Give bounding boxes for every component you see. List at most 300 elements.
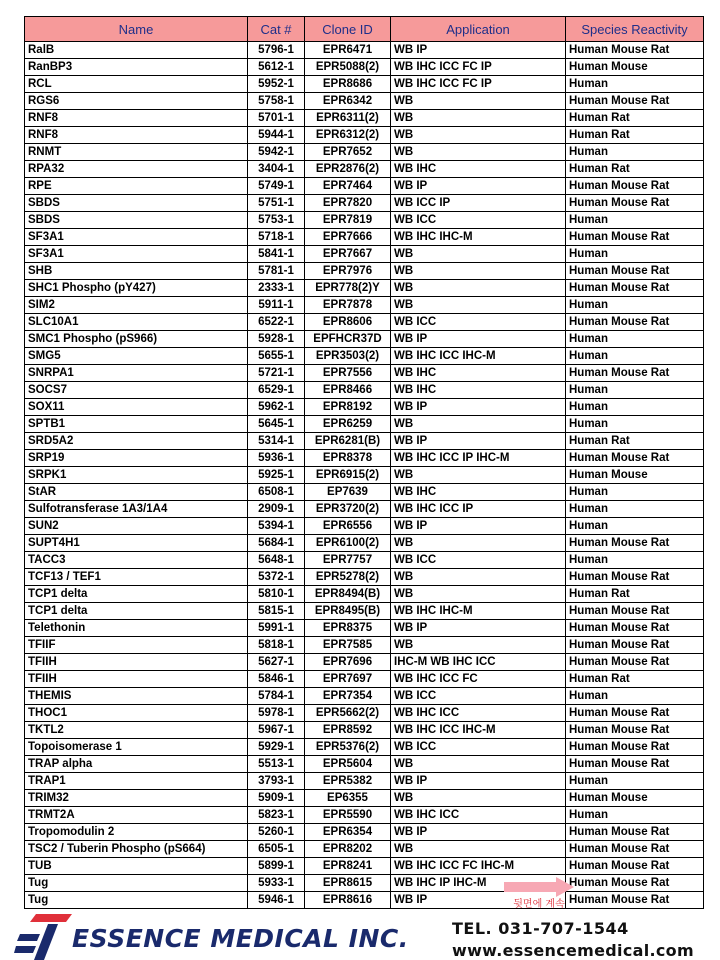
cell-application: WB [391, 841, 566, 858]
cell-species: Human Mouse Rat [566, 637, 704, 654]
right-arrow-icon [502, 877, 576, 897]
cell-cat: 5933-1 [248, 875, 305, 892]
cell-application: WB IHC IHC-M [391, 229, 566, 246]
cell-name: TRAP alpha [25, 756, 248, 773]
table-row [25, 42, 704, 59]
cell-name: SF3A1 [25, 229, 248, 246]
table-row [25, 552, 704, 569]
cell-application: WB IHC IHC-M [391, 603, 566, 620]
table-body [25, 42, 704, 909]
cell-clone-id: EPR8375 [305, 620, 391, 637]
cell-species: Human Mouse [566, 467, 704, 484]
cell-cat: 5645-1 [248, 416, 305, 433]
cell-clone-id: EPR6354 [305, 824, 391, 841]
cell-name: SNRPA1 [25, 365, 248, 382]
cell-name: TFIIF [25, 637, 248, 654]
cell-cat: 5928-1 [248, 331, 305, 348]
cell-cat: 5612-1 [248, 59, 305, 76]
cell-name: TRAP1 [25, 773, 248, 790]
cell-cat: 5942-1 [248, 144, 305, 161]
cell-clone-id: EPR6342 [305, 93, 391, 110]
cell-species: Human [566, 688, 704, 705]
table-row [25, 263, 704, 280]
table-row [25, 144, 704, 161]
cell-application: WB IP [391, 331, 566, 348]
cell-name: TRMT2A [25, 807, 248, 824]
cell-name: RCL [25, 76, 248, 93]
cell-name: RPE [25, 178, 248, 195]
cell-application: WB [391, 586, 566, 603]
cell-cat: 5818-1 [248, 637, 305, 654]
cell-cat: 2333-1 [248, 280, 305, 297]
cell-name: TFIIH [25, 671, 248, 688]
cell-species: Human Mouse Rat [566, 739, 704, 756]
cell-clone-id: EPR5604 [305, 756, 391, 773]
cell-species: Human Rat [566, 110, 704, 127]
cell-cat: 5513-1 [248, 756, 305, 773]
cell-cat: 5929-1 [248, 739, 305, 756]
cell-application: WB ICC [391, 552, 566, 569]
table-header-row [25, 17, 704, 42]
telephone: TEL. 031-707-1544 [452, 919, 629, 938]
cell-cat: 5749-1 [248, 178, 305, 195]
cell-application: WB ICC [391, 739, 566, 756]
cell-name: Topoisomerase 1 [25, 739, 248, 756]
table-row [25, 399, 704, 416]
cell-cat: 6508-1 [248, 484, 305, 501]
continued-label: 뒷면에 계속 [513, 899, 565, 910]
cell-species: Human [566, 773, 704, 790]
company-name: ESSENCE MEDICAL INC. [72, 924, 409, 953]
table-row [25, 654, 704, 671]
cell-species: Human Mouse Rat [566, 841, 704, 858]
cell-name: SRD5A2 [25, 433, 248, 450]
cell-application: WB IP [391, 620, 566, 637]
column-header-cat: Cat # [248, 17, 305, 42]
cell-name: TKTL2 [25, 722, 248, 739]
cell-cat: 5899-1 [248, 858, 305, 875]
cell-clone-id: EPR6471 [305, 42, 391, 59]
cell-application: WB IP [391, 518, 566, 535]
cell-name: TACC3 [25, 552, 248, 569]
antibody-table [24, 16, 704, 909]
column-header-clone-id: Clone ID [305, 17, 391, 42]
cell-clone-id: EPR7667 [305, 246, 391, 263]
cell-clone-id: EPR5382 [305, 773, 391, 790]
cell-name: SMG5 [25, 348, 248, 365]
cell-clone-id: EPR7556 [305, 365, 391, 382]
cell-application: WB IHC ICC IHC-M [391, 722, 566, 739]
cell-clone-id: EPR8241 [305, 858, 391, 875]
cell-application: WB [391, 416, 566, 433]
cell-clone-id: EPR7666 [305, 229, 391, 246]
cell-cat: 6522-1 [248, 314, 305, 331]
cell-cat: 2909-1 [248, 501, 305, 518]
cell-clone-id: EPR7464 [305, 178, 391, 195]
cell-cat: 5684-1 [248, 535, 305, 552]
table-row [25, 76, 704, 93]
cell-name: Telethonin [25, 620, 248, 637]
cell-clone-id: EPR8466 [305, 382, 391, 399]
cell-clone-id: EPR8615 [305, 875, 391, 892]
cell-species: Human Rat [566, 433, 704, 450]
cell-species: Human Mouse Rat [566, 229, 704, 246]
table-row [25, 178, 704, 195]
cell-clone-id: EPR5376(2) [305, 739, 391, 756]
cell-cat: 5911-1 [248, 297, 305, 314]
cell-species: Human [566, 501, 704, 518]
table-row [25, 450, 704, 467]
cell-clone-id: EPR6915(2) [305, 467, 391, 484]
cell-clone-id: EPR8616 [305, 892, 391, 909]
cell-cat: 5936-1 [248, 450, 305, 467]
cell-clone-id: EPR778(2)Y [305, 280, 391, 297]
cell-application: WB IHC ICC [391, 807, 566, 824]
cell-name: SBDS [25, 195, 248, 212]
cell-clone-id: EPR6259 [305, 416, 391, 433]
cell-name: SF3A1 [25, 246, 248, 263]
cell-cat: 5925-1 [248, 467, 305, 484]
cell-species: Human [566, 399, 704, 416]
cell-application: WB IHC [391, 365, 566, 382]
table-row [25, 637, 704, 654]
cell-application: WB IP [391, 773, 566, 790]
table-row [25, 280, 704, 297]
cell-species: Human [566, 297, 704, 314]
website: www.essencemedical.com [452, 941, 694, 960]
table-row [25, 739, 704, 756]
table-row [25, 807, 704, 824]
cell-cat: 5784-1 [248, 688, 305, 705]
table-row [25, 433, 704, 450]
cell-application: WB IHC ICC IHC-M [391, 348, 566, 365]
cell-species: Human Mouse Rat [566, 314, 704, 331]
cell-species: Human Mouse Rat [566, 875, 704, 892]
table-row [25, 535, 704, 552]
cell-cat: 3404-1 [248, 161, 305, 178]
cell-species: Human Mouse Rat [566, 535, 704, 552]
cell-clone-id: EPR6556 [305, 518, 391, 535]
cell-application: WB [391, 280, 566, 297]
cell-species: Human Rat [566, 127, 704, 144]
cell-cat: 5909-1 [248, 790, 305, 807]
cell-cat: 5751-1 [248, 195, 305, 212]
cell-application: WB [391, 110, 566, 127]
table-row [25, 518, 704, 535]
cell-cat: 6505-1 [248, 841, 305, 858]
cell-species: Human Mouse Rat [566, 824, 704, 841]
cell-cat: 5701-1 [248, 110, 305, 127]
cell-application: WB IHC [391, 161, 566, 178]
cell-application: WB [391, 263, 566, 280]
cell-clone-id: EPR6312(2) [305, 127, 391, 144]
cell-name: TSC2 / Tuberin Phospho (pS664) [25, 841, 248, 858]
table-row [25, 365, 704, 382]
cell-name: RNF8 [25, 110, 248, 127]
cell-clone-id: EPR8495(B) [305, 603, 391, 620]
table-row [25, 93, 704, 110]
cell-clone-id: EPR7819 [305, 212, 391, 229]
cell-name: TRIM32 [25, 790, 248, 807]
cell-cat: 5962-1 [248, 399, 305, 416]
cell-cat: 5823-1 [248, 807, 305, 824]
cell-clone-id: EPR6100(2) [305, 535, 391, 552]
cell-name: SRP19 [25, 450, 248, 467]
cell-clone-id: EP7639 [305, 484, 391, 501]
cell-clone-id: EPR5590 [305, 807, 391, 824]
cell-name: SUPT4H1 [25, 535, 248, 552]
cell-application: WB ICC [391, 212, 566, 229]
table-row [25, 773, 704, 790]
cell-species: Human Mouse Rat [566, 722, 704, 739]
cell-clone-id: EPR8378 [305, 450, 391, 467]
cell-application: WB IHC ICC IP IHC-M [391, 450, 566, 467]
column-header-species-reactivity: Species Reactivity [566, 17, 704, 42]
cell-application: WB IHC ICC FC IP [391, 76, 566, 93]
cell-species: Human [566, 484, 704, 501]
table-row [25, 348, 704, 365]
table-row [25, 892, 704, 909]
cell-name: Sulfotransferase 1A3/1A4 [25, 501, 248, 518]
cell-name: TUB [25, 858, 248, 875]
cell-name: RanBP3 [25, 59, 248, 76]
cell-clone-id: EPR8192 [305, 399, 391, 416]
cell-cat: 5648-1 [248, 552, 305, 569]
cell-cat: 5758-1 [248, 93, 305, 110]
table-row [25, 501, 704, 518]
cell-application: WB [391, 756, 566, 773]
table-row [25, 705, 704, 722]
table-row [25, 229, 704, 246]
cell-cat: 5627-1 [248, 654, 305, 671]
cell-name: SRPK1 [25, 467, 248, 484]
cell-species: Human [566, 518, 704, 535]
cell-name: RNMT [25, 144, 248, 161]
cell-name: RNF8 [25, 127, 248, 144]
cell-species: Human Rat [566, 586, 704, 603]
cell-species: Human Mouse Rat [566, 93, 704, 110]
cell-clone-id: EPR7696 [305, 654, 391, 671]
cell-clone-id: EPR8592 [305, 722, 391, 739]
table-row [25, 246, 704, 263]
cell-application: WB IHC [391, 484, 566, 501]
cell-application: WB IHC ICC FC [391, 671, 566, 688]
table-row [25, 297, 704, 314]
cell-clone-id: EPR3720(2) [305, 501, 391, 518]
cell-species: Human Mouse Rat [566, 858, 704, 875]
cell-clone-id: EPR7354 [305, 688, 391, 705]
cell-name: Tug [25, 892, 248, 909]
cell-clone-id: EPR8202 [305, 841, 391, 858]
cell-name: SMC1 Phospho (pS966) [25, 331, 248, 348]
company-logo-icon [14, 914, 72, 960]
table-row [25, 620, 704, 637]
cell-species: Human Mouse [566, 790, 704, 807]
table-row [25, 722, 704, 739]
cell-species: Human Mouse Rat [566, 450, 704, 467]
table-row [25, 688, 704, 705]
cell-name: TFIIH [25, 654, 248, 671]
cell-cat: 5796-1 [248, 42, 305, 59]
cell-cat: 5841-1 [248, 246, 305, 263]
cell-species: Human Mouse Rat [566, 620, 704, 637]
table-row [25, 858, 704, 875]
cell-clone-id: EPR7820 [305, 195, 391, 212]
cell-name: SIM2 [25, 297, 248, 314]
cell-name: TCP1 delta [25, 603, 248, 620]
cell-species: Human [566, 552, 704, 569]
cell-clone-id: EPFHCR37D [305, 331, 391, 348]
cell-clone-id: EPR7878 [305, 297, 391, 314]
table-row [25, 824, 704, 841]
cell-clone-id: EPR7697 [305, 671, 391, 688]
cell-application: WB [391, 127, 566, 144]
cell-clone-id: EPR8686 [305, 76, 391, 93]
cell-species: Human Mouse Rat [566, 756, 704, 773]
cell-name: RPA32 [25, 161, 248, 178]
cell-application: WB IHC ICC FC IHC-M [391, 858, 566, 875]
table-row [25, 161, 704, 178]
cell-cat: 5718-1 [248, 229, 305, 246]
table-row [25, 603, 704, 620]
cell-clone-id: EPR5662(2) [305, 705, 391, 722]
cell-cat: 5721-1 [248, 365, 305, 382]
cell-cat: 5978-1 [248, 705, 305, 722]
table-row [25, 416, 704, 433]
cell-species: Human [566, 348, 704, 365]
cell-name: SLC10A1 [25, 314, 248, 331]
table-row [25, 382, 704, 399]
cell-name: Tropomodulin 2 [25, 824, 248, 841]
cell-application: WB IP [391, 433, 566, 450]
cell-application: WB ICC [391, 688, 566, 705]
table-row [25, 314, 704, 331]
table-row [25, 484, 704, 501]
cell-application: WB IHC ICC FC IP [391, 59, 566, 76]
cell-application: WB IHC ICC [391, 705, 566, 722]
table-row [25, 586, 704, 603]
cell-species: Human Mouse Rat [566, 280, 704, 297]
cell-application: WB [391, 535, 566, 552]
cell-clone-id: EP6355 [305, 790, 391, 807]
cell-name: StAR [25, 484, 248, 501]
cell-species: Human [566, 144, 704, 161]
cell-application: WB IP [391, 42, 566, 59]
cell-name: SUN2 [25, 518, 248, 535]
cell-clone-id: EPR8494(B) [305, 586, 391, 603]
cell-cat: 5815-1 [248, 603, 305, 620]
table-row [25, 467, 704, 484]
table-row [25, 790, 704, 807]
cell-species: Human [566, 76, 704, 93]
cell-application: WB IP [391, 892, 566, 909]
cell-application: WB [391, 637, 566, 654]
cell-name: RalB [25, 42, 248, 59]
cell-name: SOX11 [25, 399, 248, 416]
cell-cat: 5394-1 [248, 518, 305, 535]
cell-application: WB [391, 467, 566, 484]
cell-clone-id: EPR8606 [305, 314, 391, 331]
cell-cat: 5314-1 [248, 433, 305, 450]
cell-clone-id: EPR7757 [305, 552, 391, 569]
cell-clone-id: EPR7585 [305, 637, 391, 654]
cell-cat: 5967-1 [248, 722, 305, 739]
cell-name: Tug [25, 875, 248, 892]
cell-species: Human Mouse Rat [566, 195, 704, 212]
cell-species: Human [566, 382, 704, 399]
cell-application: WB [391, 790, 566, 807]
cell-cat: 5952-1 [248, 76, 305, 93]
cell-name: SBDS [25, 212, 248, 229]
cell-clone-id: EPR2876(2) [305, 161, 391, 178]
cell-cat: 6529-1 [248, 382, 305, 399]
cell-application: WB [391, 246, 566, 263]
cell-species: Human Rat [566, 161, 704, 178]
table-row [25, 756, 704, 773]
cell-name: SPTB1 [25, 416, 248, 433]
cell-cat: 5260-1 [248, 824, 305, 841]
table-row [25, 110, 704, 127]
cell-name: SHB [25, 263, 248, 280]
cell-clone-id: EPR6311(2) [305, 110, 391, 127]
table-row [25, 671, 704, 688]
cell-cat: 5991-1 [248, 620, 305, 637]
cell-name: RGS6 [25, 93, 248, 110]
cell-application: IHC-M WB IHC ICC [391, 654, 566, 671]
cell-species: Human [566, 246, 704, 263]
cell-name: THOC1 [25, 705, 248, 722]
cell-application: WB IHC [391, 382, 566, 399]
column-header-name: Name [25, 17, 248, 42]
cell-name: SHC1 Phospho (pY427) [25, 280, 248, 297]
cell-species: Human Mouse Rat [566, 569, 704, 586]
cell-cat: 5655-1 [248, 348, 305, 365]
cell-application: WB [391, 144, 566, 161]
cell-cat: 5372-1 [248, 569, 305, 586]
cell-species: Human Mouse Rat [566, 654, 704, 671]
cell-name: THEMIS [25, 688, 248, 705]
table-row [25, 195, 704, 212]
cell-cat: 3793-1 [248, 773, 305, 790]
cell-application: WB IHC ICC IP [391, 501, 566, 518]
cell-species: Human [566, 807, 704, 824]
cell-species: Human [566, 331, 704, 348]
cell-name: SOCS7 [25, 382, 248, 399]
continued-overleaf-note [502, 877, 576, 910]
table-row [25, 875, 704, 892]
table-row [25, 127, 704, 144]
cell-application: WB IP [391, 178, 566, 195]
cell-cat: 5846-1 [248, 671, 305, 688]
table-row [25, 59, 704, 76]
cell-species: Human Mouse [566, 59, 704, 76]
cell-application: WB IHC IP IHC-M [391, 875, 566, 892]
cell-clone-id: EPR7652 [305, 144, 391, 161]
cell-application: WB ICC IP [391, 195, 566, 212]
cell-application: WB [391, 569, 566, 586]
cell-application: WB ICC [391, 314, 566, 331]
cell-species: Human Mouse Rat [566, 892, 704, 909]
cell-cat: 5753-1 [248, 212, 305, 229]
cell-species: Human [566, 212, 704, 229]
cell-clone-id: EPR5278(2) [305, 569, 391, 586]
cell-cat: 5810-1 [248, 586, 305, 603]
cell-species: Human Mouse Rat [566, 42, 704, 59]
cell-clone-id: EPR6281(B) [305, 433, 391, 450]
table-row [25, 331, 704, 348]
column-header-application: Application [391, 17, 566, 42]
cell-species: Human Mouse Rat [566, 705, 704, 722]
